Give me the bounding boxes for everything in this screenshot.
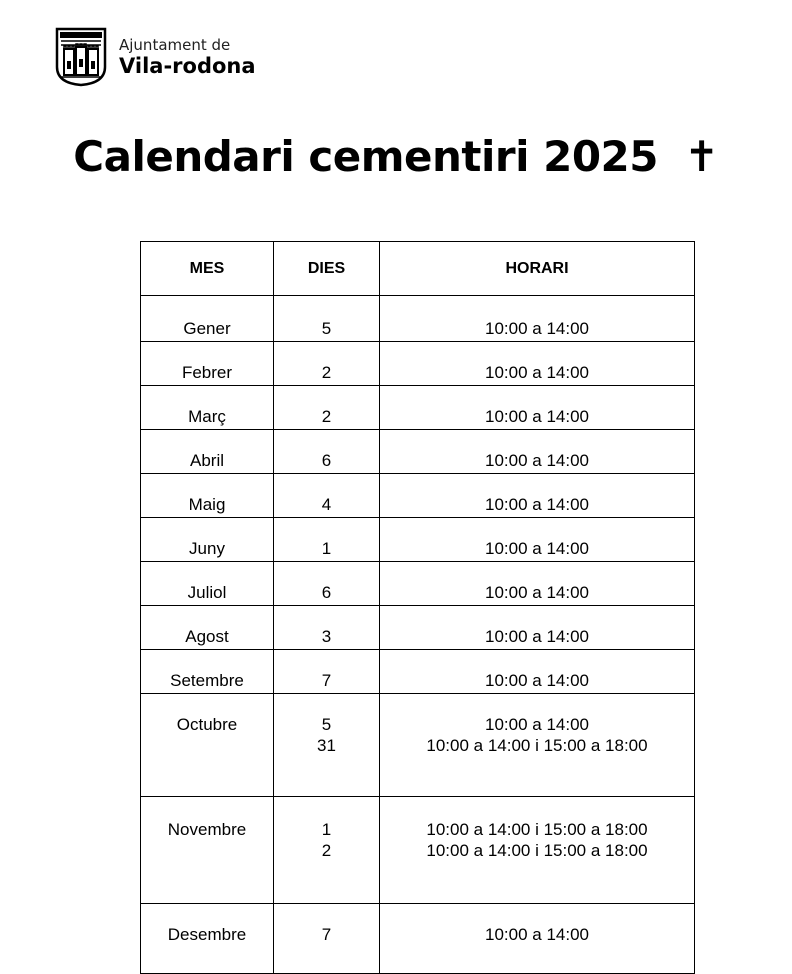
horari-value: 10:00 a 14:00 bbox=[485, 539, 589, 558]
cell-dies bbox=[274, 606, 380, 650]
cell-dies bbox=[274, 694, 380, 797]
cell-dies bbox=[274, 430, 380, 474]
cell-mes: Desembre bbox=[141, 904, 274, 974]
dia-value: 5 bbox=[321, 319, 332, 338]
cell-dies bbox=[274, 474, 380, 518]
cell-mes: Gener bbox=[141, 296, 274, 342]
horari-value: 10:00 a 14:00 bbox=[485, 925, 589, 944]
horari-value: 10:00 a 14:00 i 15:00 a 18:00 bbox=[426, 736, 648, 755]
cell-horari bbox=[380, 430, 695, 474]
dia-value: 6 bbox=[321, 451, 332, 470]
dia-value: 4 bbox=[321, 495, 332, 514]
cell-horari bbox=[380, 797, 695, 904]
cell-horari bbox=[380, 386, 695, 430]
cell-mes: Juliol bbox=[141, 562, 274, 606]
horari-value: 10:00 a 14:00 bbox=[485, 363, 589, 382]
cell-horari bbox=[380, 904, 695, 974]
table-row bbox=[141, 430, 695, 474]
table-row bbox=[141, 474, 695, 518]
table-row bbox=[141, 904, 695, 974]
dia-value: 2 bbox=[321, 841, 332, 860]
horari-value: 10:00 a 14:00 bbox=[485, 319, 589, 338]
cell-dies bbox=[274, 342, 380, 386]
cell-horari bbox=[380, 694, 695, 797]
cell-dies bbox=[274, 904, 380, 974]
table-row bbox=[141, 386, 695, 430]
cell-mes: Febrer bbox=[141, 342, 274, 386]
cemetery-calendar-table bbox=[140, 241, 695, 974]
dia-value: 1 bbox=[321, 820, 332, 839]
cross-icon: ✝ bbox=[684, 132, 719, 181]
table-row bbox=[141, 296, 695, 342]
dia-value: 2 bbox=[321, 363, 332, 382]
horari-value: 10:00 a 14:00 bbox=[485, 407, 589, 426]
cell-mes: Juny bbox=[141, 518, 274, 562]
cell-dies bbox=[274, 518, 380, 562]
table-row bbox=[141, 606, 695, 650]
cell-mes: Setembre bbox=[141, 650, 274, 694]
cell-horari bbox=[380, 342, 695, 386]
cell-mes: Abril bbox=[141, 430, 274, 474]
horari-value: 10:00 a 14:00 bbox=[485, 451, 589, 470]
page-title-text: Calendari cementiri 2025 bbox=[73, 132, 658, 181]
cell-mes: Agost bbox=[141, 606, 274, 650]
cell-mes: Març bbox=[141, 386, 274, 430]
cell-dies bbox=[274, 797, 380, 904]
cell-horari bbox=[380, 474, 695, 518]
dia-value: 2 bbox=[321, 407, 332, 426]
cell-horari bbox=[380, 296, 695, 342]
page-title bbox=[0, 132, 792, 181]
table-header-row bbox=[141, 242, 695, 296]
cell-mes: Octubre bbox=[141, 694, 274, 797]
header-mes: MES bbox=[141, 242, 274, 296]
org-prefix: Ajuntament de bbox=[119, 36, 231, 54]
header-dies: DIES bbox=[274, 242, 380, 296]
dia-value: 7 bbox=[321, 671, 332, 690]
horari-value: 10:00 a 14:00 bbox=[485, 583, 589, 602]
dia-value: 7 bbox=[321, 925, 332, 944]
cell-horari bbox=[380, 606, 695, 650]
cell-dies bbox=[274, 650, 380, 694]
horari-value: 10:00 a 14:00 bbox=[485, 495, 589, 514]
table-row bbox=[141, 797, 695, 904]
cell-horari bbox=[380, 650, 695, 694]
horari-value: 10:00 a 14:00 bbox=[485, 627, 589, 646]
page-header bbox=[55, 26, 256, 88]
cell-dies bbox=[274, 562, 380, 606]
horari-value: 10:00 a 14:00 i 15:00 a 18:00 bbox=[426, 841, 648, 860]
dia-value: 5 bbox=[321, 715, 332, 734]
cell-mes: Maig bbox=[141, 474, 274, 518]
header-horari: HORARI bbox=[380, 242, 695, 296]
table-row bbox=[141, 694, 695, 797]
horari-value: 10:00 a 14:00 bbox=[485, 671, 589, 690]
dia-value: 6 bbox=[321, 583, 332, 602]
cell-horari bbox=[380, 562, 695, 606]
dia-value: 31 bbox=[317, 736, 336, 755]
municipal-crest-icon bbox=[55, 27, 107, 87]
org-name: Vila-rodona bbox=[119, 54, 256, 78]
horari-value: 10:00 a 14:00 i 15:00 a 18:00 bbox=[426, 820, 648, 839]
cell-horari bbox=[380, 518, 695, 562]
table-body bbox=[141, 296, 695, 974]
table-row bbox=[141, 562, 695, 606]
cell-mes: Novembre bbox=[141, 797, 274, 904]
dia-value: 3 bbox=[321, 627, 332, 646]
cell-dies bbox=[274, 296, 380, 342]
dia-value: 1 bbox=[321, 539, 332, 558]
horari-value: 10:00 a 14:00 bbox=[485, 715, 589, 734]
table-row bbox=[141, 518, 695, 562]
table-row bbox=[141, 342, 695, 386]
table-row bbox=[141, 650, 695, 694]
cell-dies bbox=[274, 386, 380, 430]
